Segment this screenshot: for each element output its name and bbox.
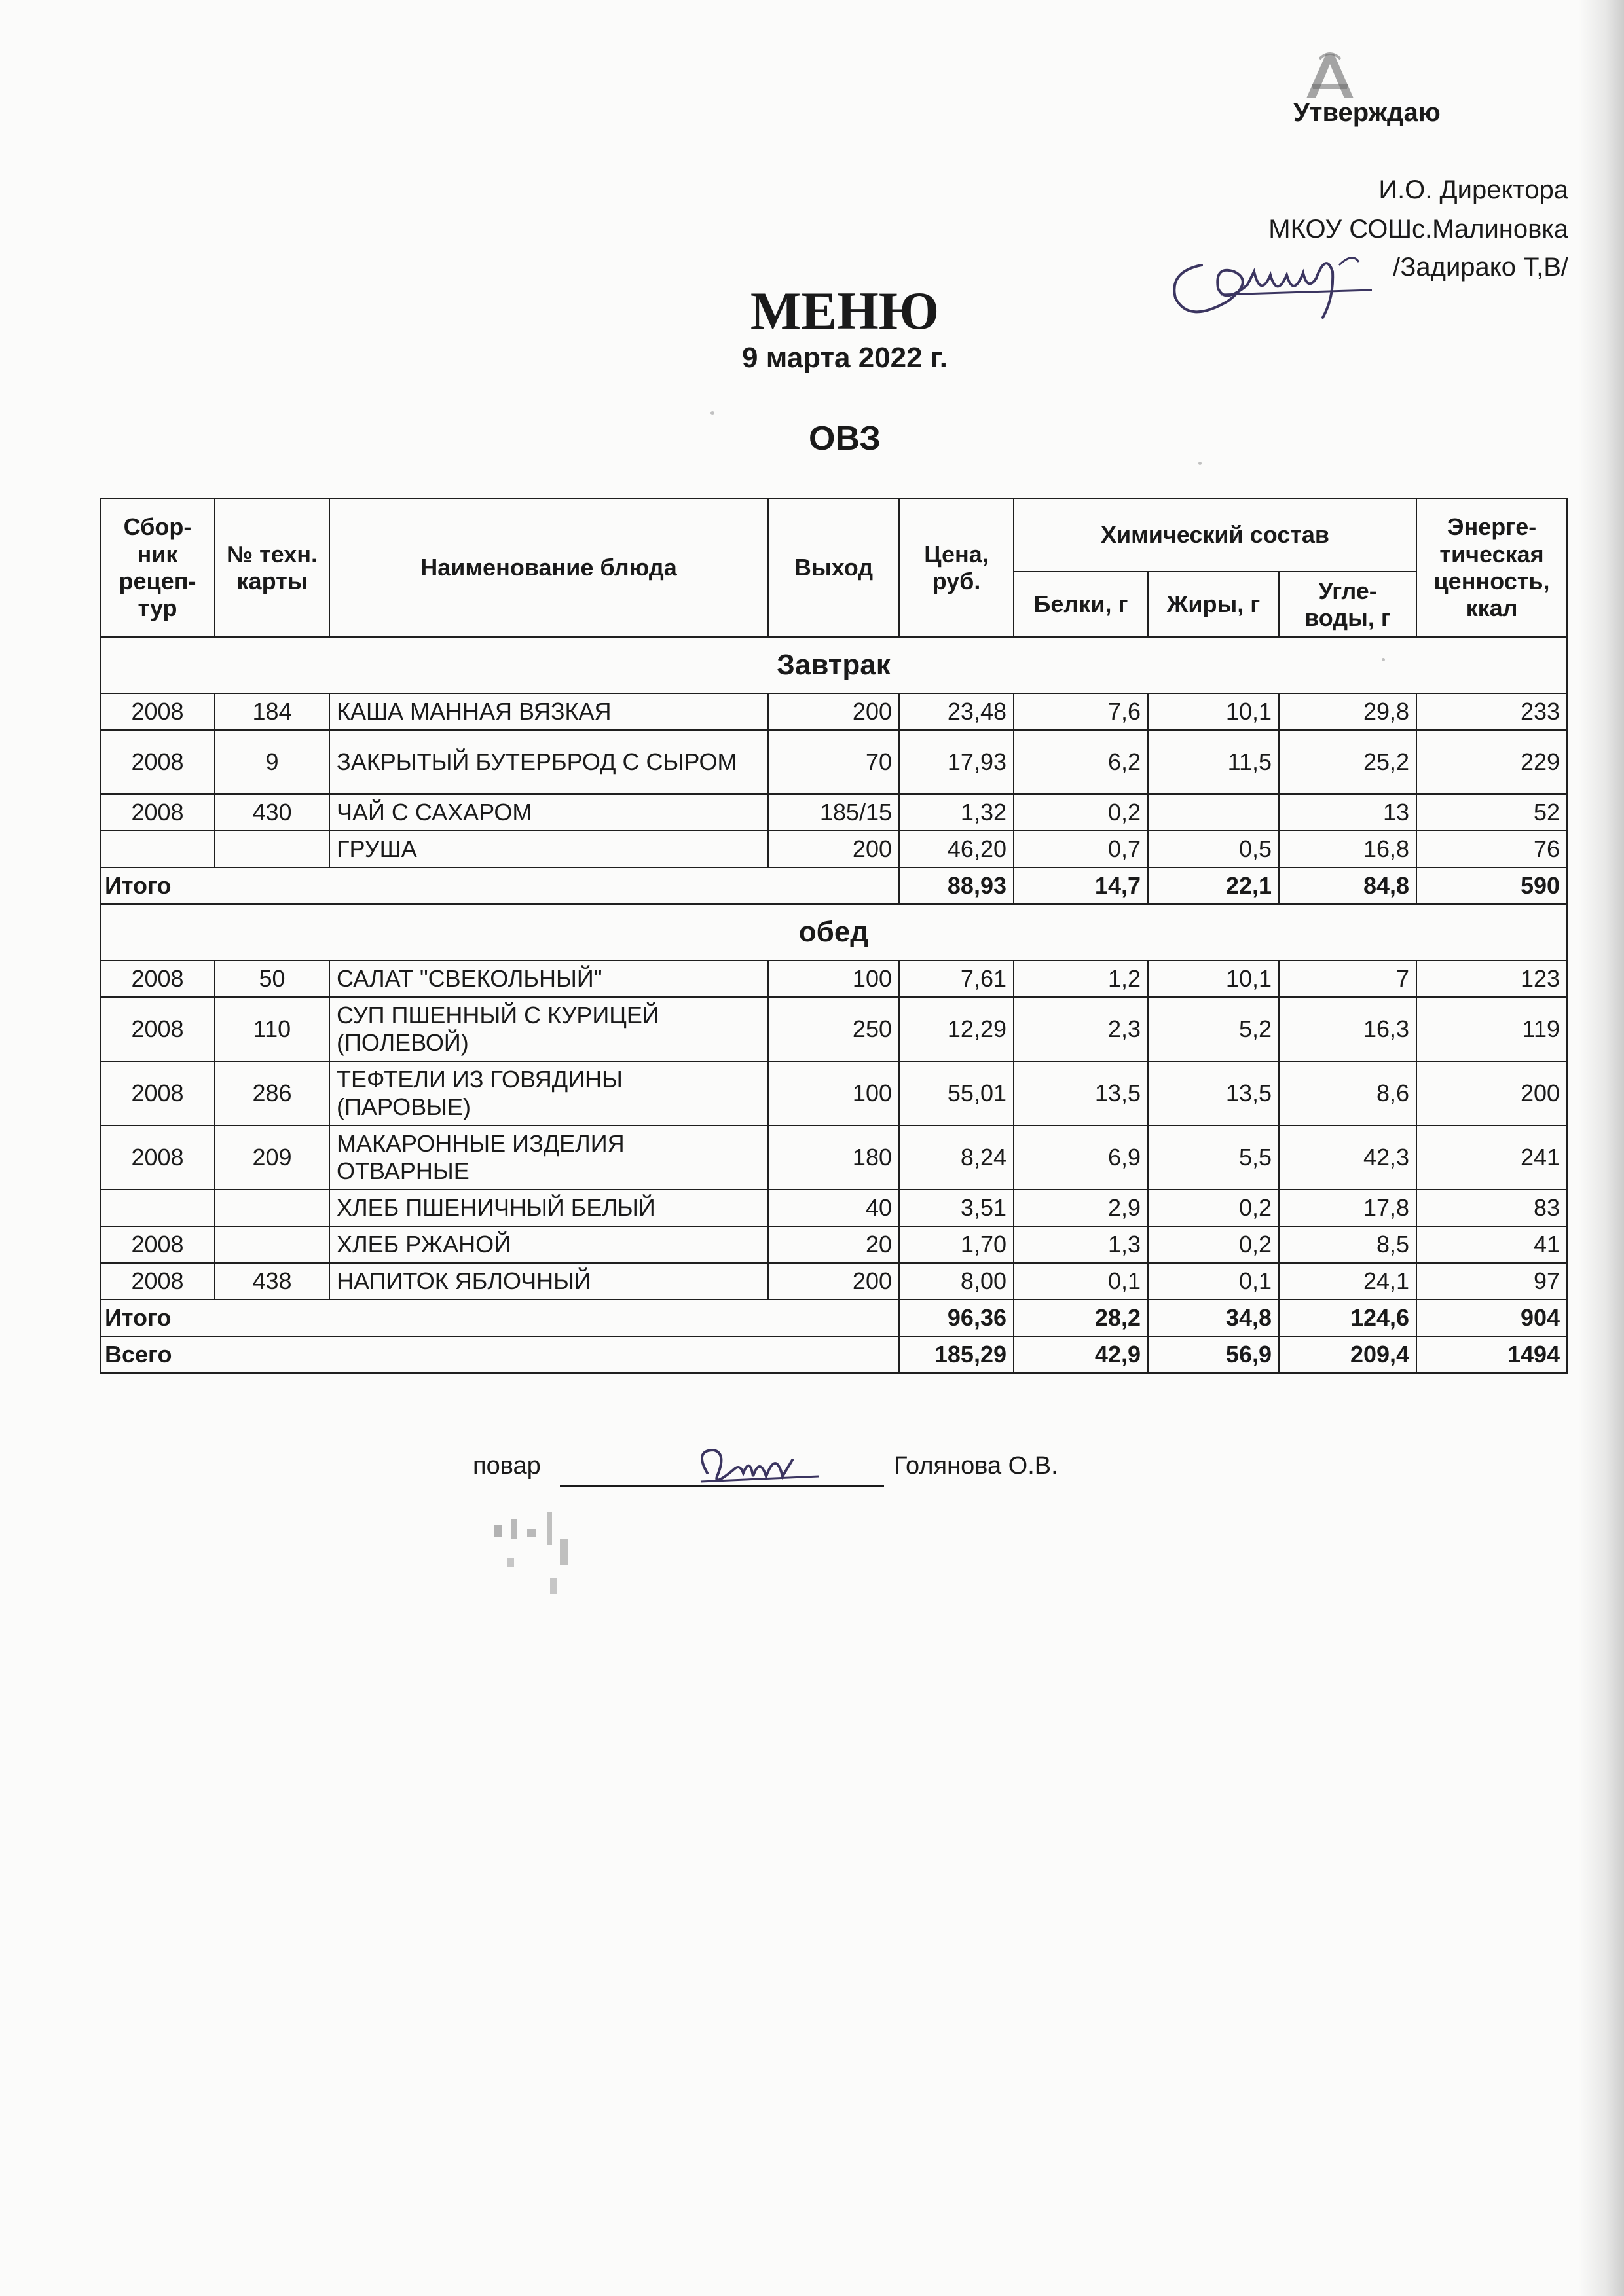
cell-dish-name: ТЕФТЕЛИ ИЗ ГОВЯДИНЫ (ПАРОВЫЕ) <box>329 1061 768 1125</box>
cell-fats: 5,2 <box>1148 997 1279 1061</box>
cell-fats <box>1148 794 1279 831</box>
grand-total-price: 185,29 <box>899 1336 1014 1373</box>
cell-proteins: 0,7 <box>1014 831 1148 867</box>
cell-kcal: 123 <box>1416 960 1567 997</box>
cell-fats: 13,5 <box>1148 1061 1279 1125</box>
header-proteins: Белки, г <box>1014 572 1148 637</box>
total-fats: 22,1 <box>1148 867 1279 904</box>
table-row <box>100 1190 1567 1226</box>
cell-carbs: 16,8 <box>1279 831 1416 867</box>
lunch-rows <box>100 960 1567 1300</box>
cell-yield: 185/15 <box>768 794 899 831</box>
total-proteins: 28,2 <box>1014 1300 1148 1336</box>
cell-yield: 40 <box>768 1190 899 1226</box>
cell-kcal: 200 <box>1416 1061 1567 1125</box>
cell-proteins: 2,3 <box>1014 997 1148 1061</box>
approval-organization: МКОУ СОШс.Малиновка <box>1268 215 1568 244</box>
cell-dish-name: САЛАТ "СВЕКОЛЬНЫЙ" <box>329 960 768 997</box>
cell-proteins: 1,2 <box>1014 960 1148 997</box>
total-kcal: 904 <box>1416 1300 1567 1336</box>
cell-fats: 0,2 <box>1148 1226 1279 1263</box>
grand-total-fats: 56,9 <box>1148 1336 1279 1373</box>
cell-tech-card: 286 <box>215 1061 329 1125</box>
total-label: Итого <box>100 1300 899 1336</box>
total-price: 96,36 <box>899 1300 1014 1336</box>
cell-proteins: 6,9 <box>1014 1125 1148 1190</box>
cell-kcal: 52 <box>1416 794 1567 831</box>
header-fats: Жиры, г <box>1148 572 1279 637</box>
cell-tech-card <box>215 1190 329 1226</box>
cell-tech-card: 50 <box>215 960 329 997</box>
cell-dish-name: ГРУША <box>329 831 768 867</box>
cell-kcal: 97 <box>1416 1263 1567 1300</box>
cell-tech-card: 110 <box>215 997 329 1061</box>
cell-collection <box>100 1190 215 1226</box>
cell-dish-name: МАКАРОННЫЕ ИЗДЕЛИЯ ОТВАРНЫЕ <box>329 1125 768 1190</box>
menu-table <box>100 498 1568 1374</box>
document-title: МЕНЮ <box>750 281 940 340</box>
table-row <box>100 693 1567 730</box>
header-chemical-composition: Химический состав <box>1014 498 1416 572</box>
section-title-lunch: обед <box>100 904 1567 960</box>
cell-kcal: 241 <box>1416 1125 1567 1190</box>
cell-collection: 2008 <box>100 1263 215 1300</box>
cell-yield: 70 <box>768 730 899 794</box>
cell-price: 7,61 <box>899 960 1014 997</box>
cell-collection: 2008 <box>100 794 215 831</box>
section-title-breakfast: Завтрак <box>100 637 1567 693</box>
cell-kcal: 76 <box>1416 831 1567 867</box>
cell-kcal: 41 <box>1416 1226 1567 1263</box>
grand-total-label: Всего <box>100 1336 899 1373</box>
table-row <box>100 1226 1567 1263</box>
grand-total-proteins: 42,9 <box>1014 1336 1148 1373</box>
table-row <box>100 831 1567 867</box>
total-row <box>100 867 1567 904</box>
cell-proteins: 0,1 <box>1014 1263 1148 1300</box>
table-row <box>100 794 1567 831</box>
cell-carbs: 29,8 <box>1279 693 1416 730</box>
cell-dish-name: ХЛЕБ РЖАНОЙ <box>329 1226 768 1263</box>
emblem-logo <box>1300 46 1359 105</box>
cell-tech-card: 430 <box>215 794 329 831</box>
cell-fats: 10,1 <box>1148 960 1279 997</box>
total-price: 88,93 <box>899 867 1014 904</box>
cell-price: 17,93 <box>899 730 1014 794</box>
total-label: Итого <box>100 867 899 904</box>
cell-yield: 20 <box>768 1226 899 1263</box>
header-collection: Сбор-ник рецеп-тур <box>100 498 215 637</box>
lunch-total <box>100 1300 1567 1373</box>
cell-price: 46,20 <box>899 831 1014 867</box>
cell-tech-card <box>215 1226 329 1263</box>
cell-collection: 2008 <box>100 1125 215 1190</box>
table-row <box>100 1263 1567 1300</box>
cell-tech-card <box>215 831 329 867</box>
table-row <box>100 997 1567 1061</box>
cell-yield: 250 <box>768 997 899 1061</box>
cell-collection: 2008 <box>100 997 215 1061</box>
table-row <box>100 1061 1567 1125</box>
cell-price: 1,70 <box>899 1226 1014 1263</box>
cell-proteins: 6,2 <box>1014 730 1148 794</box>
cell-carbs: 8,5 <box>1279 1226 1416 1263</box>
cell-tech-card: 209 <box>215 1125 329 1190</box>
cell-kcal: 119 <box>1416 997 1567 1061</box>
approval-title: Утверждаю <box>1293 98 1441 127</box>
cell-dish-name: НАПИТОК ЯБЛОЧНЫЙ <box>329 1263 768 1300</box>
grand-total-kcal: 1494 <box>1416 1336 1567 1373</box>
cell-price: 8,00 <box>899 1263 1014 1300</box>
grand-total-carbs: 209,4 <box>1279 1336 1416 1373</box>
cell-fats: 11,5 <box>1148 730 1279 794</box>
cell-kcal: 233 <box>1416 693 1567 730</box>
approval-position: И.О. Директора <box>1378 175 1568 204</box>
cell-price: 55,01 <box>899 1061 1014 1125</box>
scan-speck <box>1198 462 1202 465</box>
cell-tech-card: 184 <box>215 693 329 730</box>
cell-yield: 200 <box>768 693 899 730</box>
total-carbs: 84,8 <box>1279 867 1416 904</box>
cell-proteins: 2,9 <box>1014 1190 1148 1226</box>
cell-carbs: 7 <box>1279 960 1416 997</box>
cell-fats: 0,2 <box>1148 1190 1279 1226</box>
stamp-smudge <box>481 1499 599 1611</box>
cell-price: 12,29 <box>899 997 1014 1061</box>
cell-fats: 5,5 <box>1148 1125 1279 1190</box>
cell-fats: 0,5 <box>1148 831 1279 867</box>
cell-proteins: 13,5 <box>1014 1061 1148 1125</box>
cell-tech-card: 9 <box>215 730 329 794</box>
cell-price: 8,24 <box>899 1125 1014 1190</box>
cell-dish-name: ЧАЙ С САХАРОМ <box>329 794 768 831</box>
cell-collection: 2008 <box>100 1226 215 1263</box>
header-yield: Выход <box>768 498 899 637</box>
total-fats: 34,8 <box>1148 1300 1279 1336</box>
header-price: Цена, руб. <box>899 498 1014 637</box>
cell-price: 23,48 <box>899 693 1014 730</box>
cell-yield: 200 <box>768 831 899 867</box>
cell-dish-name: КАША МАННАЯ ВЯЗКАЯ <box>329 693 768 730</box>
header-tech-card: № техн. карты <box>215 498 329 637</box>
cell-fats: 10,1 <box>1148 693 1279 730</box>
cell-dish-name: ЗАКРЫТЫЙ БУТЕРБРОД С СЫРОМ <box>329 730 768 794</box>
document-group: ОВЗ <box>809 420 881 458</box>
cell-collection <box>100 831 215 867</box>
cell-collection: 2008 <box>100 960 215 997</box>
cell-carbs: 16,3 <box>1279 997 1416 1061</box>
document-date: 9 марта 2022 г. <box>742 342 948 374</box>
header-dish-name: Наименование блюда <box>329 498 768 637</box>
cook-label: повар <box>473 1452 541 1480</box>
cell-yield: 180 <box>768 1125 899 1190</box>
cell-price: 1,32 <box>899 794 1014 831</box>
breakfast-total <box>100 867 1567 904</box>
cell-tech-card: 438 <box>215 1263 329 1300</box>
cell-dish-name: СУП ПШЕННЫЙ С КУРИЦЕЙ (ПОЛЕВОЙ) <box>329 997 768 1061</box>
table-row <box>100 1125 1567 1190</box>
total-kcal: 590 <box>1416 867 1567 904</box>
cell-proteins: 1,3 <box>1014 1226 1148 1263</box>
cell-dish-name: ХЛЕБ ПШЕНИЧНЫЙ БЕЛЫЙ <box>329 1190 768 1226</box>
cell-collection: 2008 <box>100 1061 215 1125</box>
cell-carbs: 8,6 <box>1279 1061 1416 1125</box>
cook-name: Голянова О.В. <box>894 1452 1058 1480</box>
breakfast-rows <box>100 693 1567 867</box>
total-proteins: 14,7 <box>1014 867 1148 904</box>
header-carbs: Угле-воды, г <box>1279 572 1416 637</box>
total-carbs: 124,6 <box>1279 1300 1416 1336</box>
breakfast-section <box>100 637 1567 693</box>
header-energy: Энерге-тическая ценность, ккал <box>1416 498 1567 637</box>
total-row <box>100 1300 1567 1336</box>
cell-proteins: 0,2 <box>1014 794 1148 831</box>
approval-signer: /Задирако Т,В/ <box>1393 253 1568 282</box>
table-row <box>100 730 1567 794</box>
cell-carbs: 13 <box>1279 794 1416 831</box>
table-row <box>100 960 1567 997</box>
grand-total-row <box>100 1336 1567 1373</box>
cell-kcal: 229 <box>1416 730 1567 794</box>
cell-yield: 100 <box>768 960 899 997</box>
cell-yield: 100 <box>768 1061 899 1125</box>
cell-price: 3,51 <box>899 1190 1014 1226</box>
lunch-section <box>100 904 1567 960</box>
scan-speck <box>710 411 714 415</box>
cell-proteins: 7,6 <box>1014 693 1148 730</box>
cell-carbs: 25,2 <box>1279 730 1416 794</box>
cell-kcal: 83 <box>1416 1190 1567 1226</box>
cell-fats: 0,1 <box>1148 1263 1279 1300</box>
cook-signature <box>688 1437 832 1496</box>
cell-yield: 200 <box>768 1263 899 1300</box>
cell-carbs: 17,8 <box>1279 1190 1416 1226</box>
cell-carbs: 24,1 <box>1279 1263 1416 1300</box>
cell-collection: 2008 <box>100 693 215 730</box>
cell-collection: 2008 <box>100 730 215 794</box>
cell-carbs: 42,3 <box>1279 1125 1416 1190</box>
